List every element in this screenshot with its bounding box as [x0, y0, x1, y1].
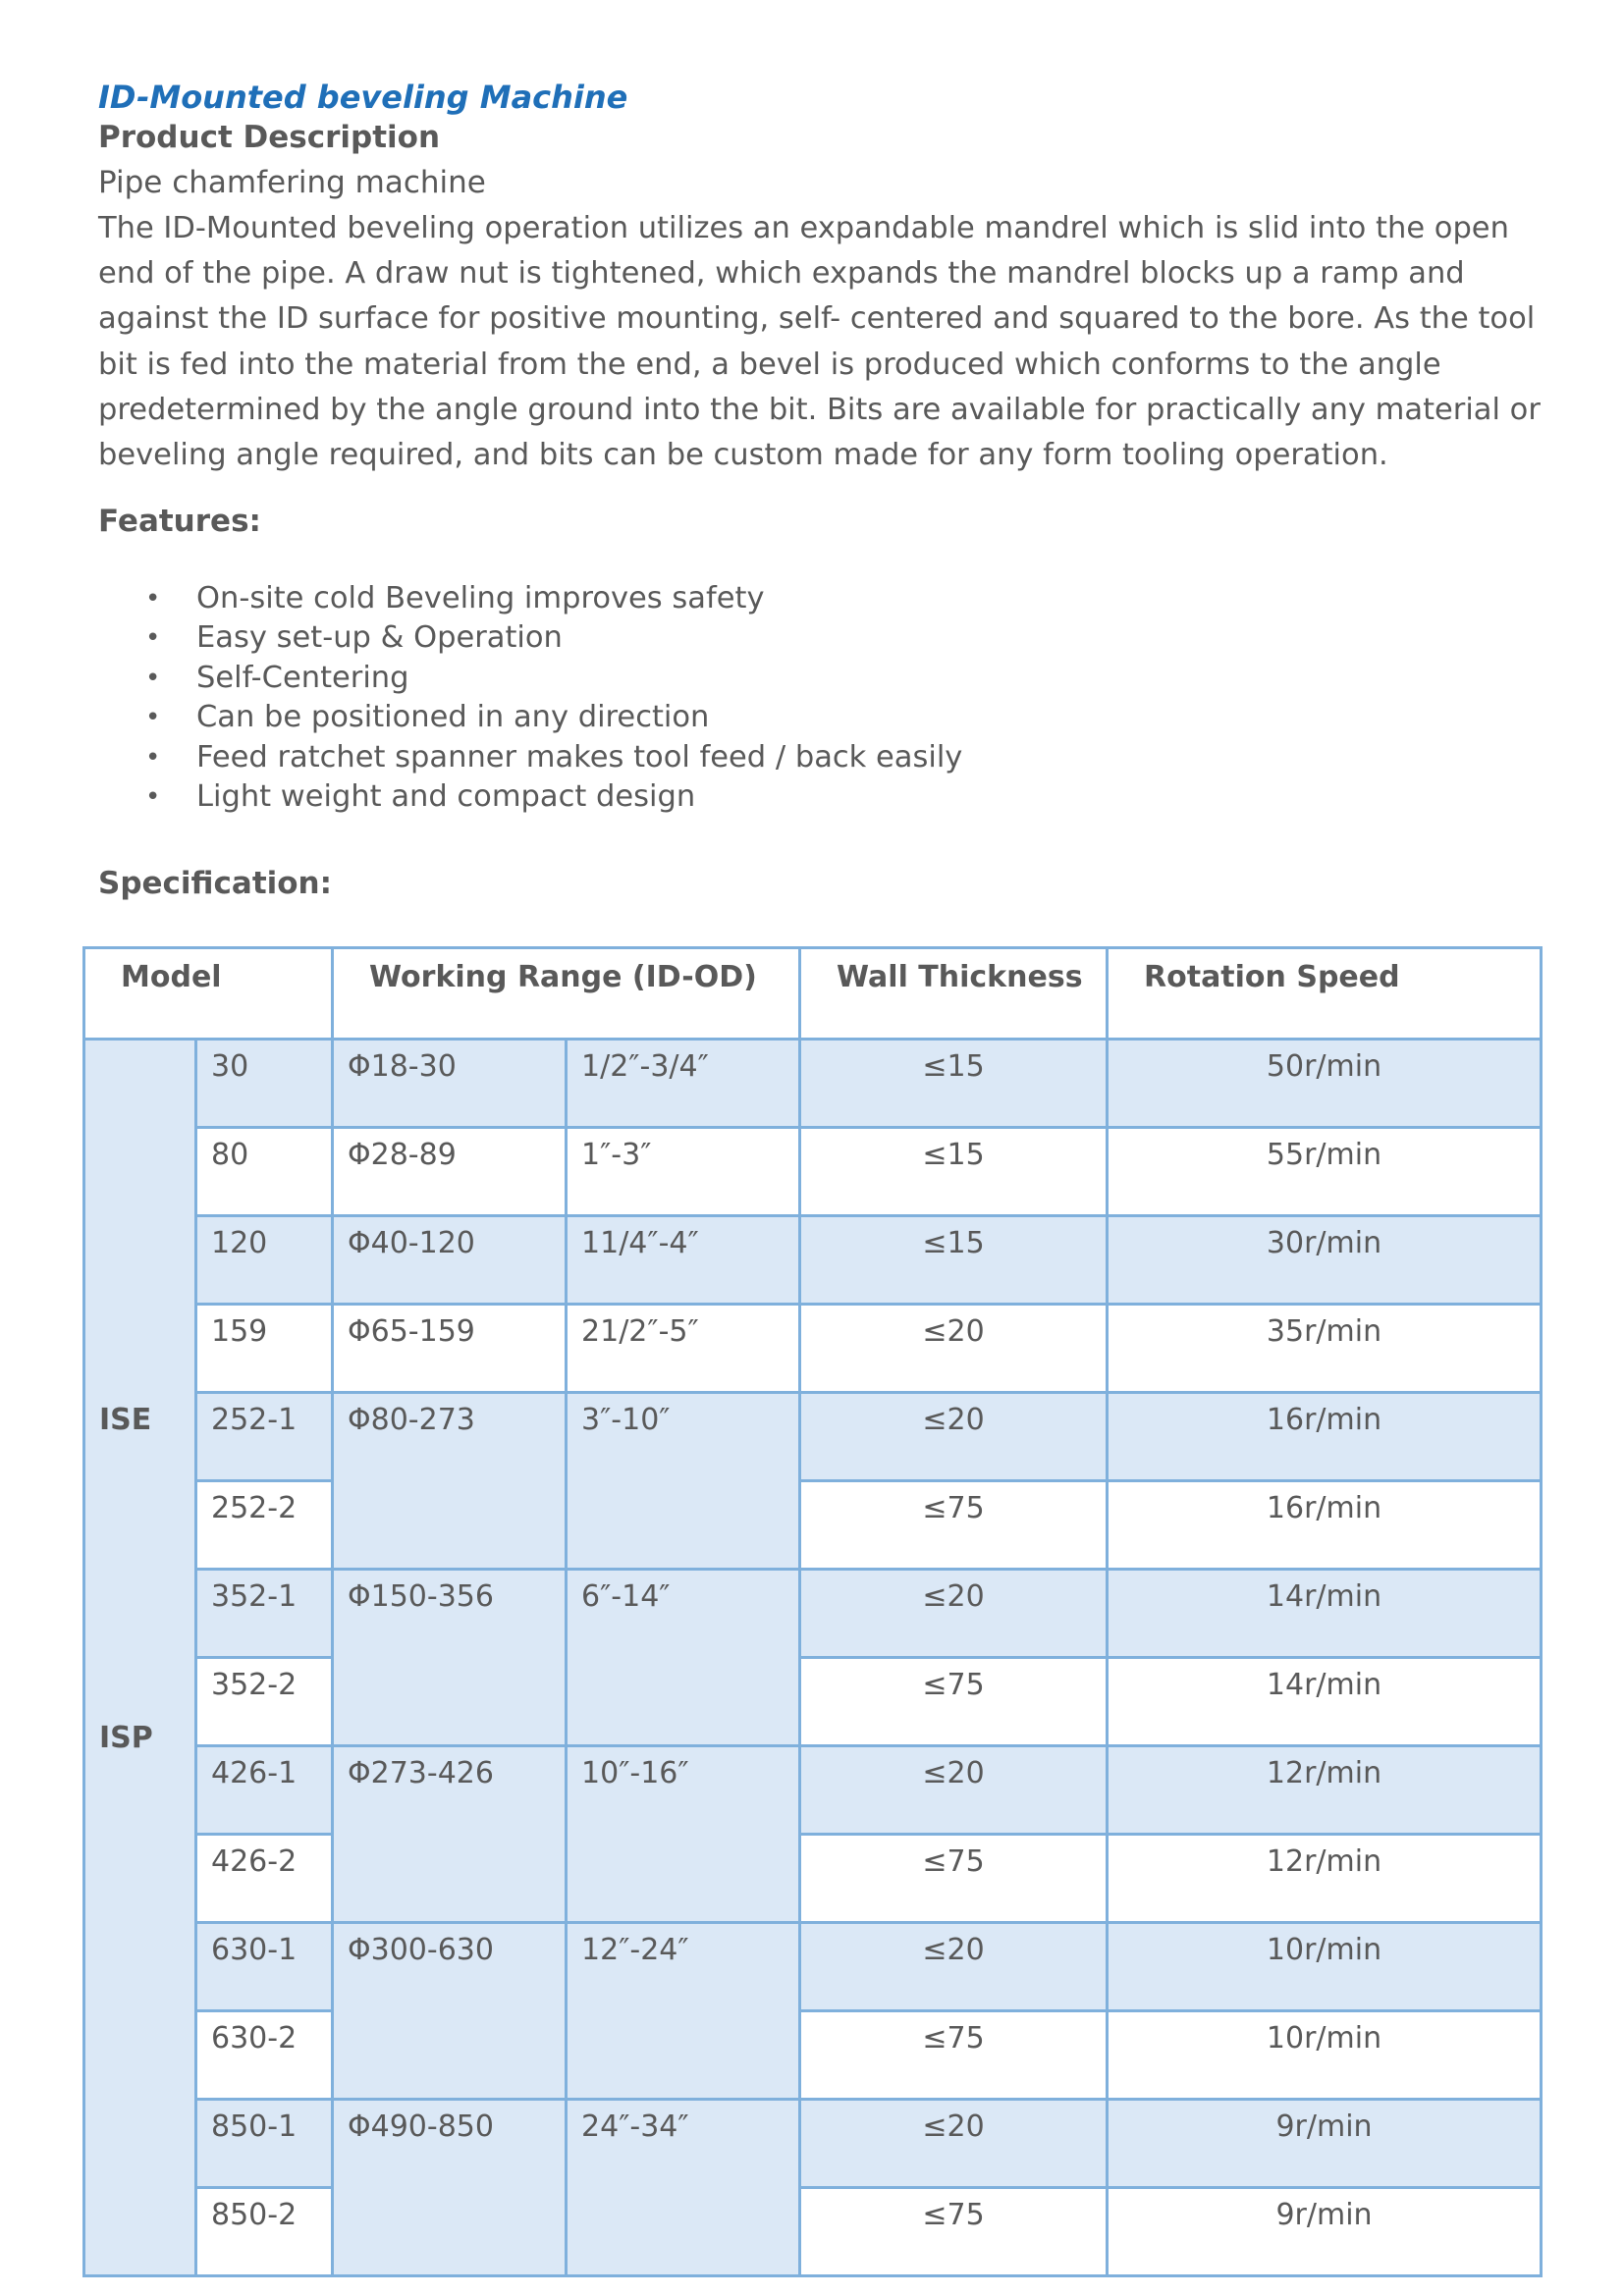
range-in-cell: 11/4″-4″: [567, 1216, 800, 1305]
feature-text: Can be positioned in any direction: [196, 700, 710, 735]
wall-cell: ≤20: [800, 1923, 1108, 2011]
speed-cell: 12r/min: [1108, 1746, 1542, 1835]
table-row: [84, 1216, 1542, 1305]
table-row: [84, 2100, 1542, 2188]
wall-cell: ≤75: [800, 1835, 1108, 1923]
header-model: Model: [84, 948, 333, 1040]
table-row: [84, 2188, 1542, 2276]
speed-cell: 14r/min: [1108, 1570, 1542, 1658]
document-title: ID-Mounted beveling Machine: [98, 79, 628, 116]
range-in-cell: 10″-16″: [567, 1746, 800, 1923]
speed-cell: 55r/min: [1108, 1128, 1542, 1216]
range-mm-cell: Φ28-89: [333, 1128, 567, 1216]
feature-item: [98, 659, 962, 698]
table-row: [84, 1040, 1542, 1128]
wall-cell: ≤75: [800, 1658, 1108, 1746]
range-mm-cell: Φ80-273: [333, 1393, 567, 1570]
model-cell: 120: [196, 1216, 333, 1305]
speed-cell: 10r/min: [1108, 2011, 1542, 2100]
group-label-ise: ISE: [99, 1403, 152, 1437]
header-wall-thickness: Wall Thickness: [800, 948, 1108, 1040]
features-heading: Features:: [98, 504, 261, 539]
feature-text: Easy set-up & Operation: [196, 620, 563, 656]
model-cell: 80: [196, 1128, 333, 1216]
table-row: [84, 1835, 1542, 1923]
wall-cell: ≤75: [800, 1481, 1108, 1570]
range-mm-cell: Φ18-30: [333, 1040, 567, 1128]
table-row: [84, 1658, 1542, 1746]
model-cell: 252-1: [196, 1393, 333, 1481]
wall-cell: ≤20: [800, 1393, 1108, 1481]
header-working-range: Working Range (ID-OD): [333, 948, 800, 1040]
features-list: [98, 579, 962, 817]
speed-cell: 35r/min: [1108, 1305, 1542, 1393]
range-in-cell: 6″-14″: [567, 1570, 800, 1746]
bullet-icon: •: [145, 703, 161, 733]
wall-cell: ≤20: [800, 1570, 1108, 1658]
model-cell: 159: [196, 1305, 333, 1393]
specification-heading: Specification:: [98, 866, 333, 901]
bullet-icon: •: [145, 623, 161, 654]
range-in-cell: 1/2″-3/4″: [567, 1040, 800, 1128]
range-mm-cell: Φ273-426: [333, 1746, 567, 1923]
feature-item: [98, 579, 962, 618]
wall-cell: ≤15: [800, 1128, 1108, 1216]
range-in-cell: 21/2″-5″: [567, 1305, 800, 1393]
model-cell: 426-1: [196, 1746, 333, 1835]
wall-cell: ≤20: [800, 1746, 1108, 1835]
range-mm-cell: Φ300-630: [333, 1923, 567, 2100]
table-row: [84, 1393, 1542, 1481]
wall-cell: ≤15: [800, 1216, 1108, 1305]
wall-cell: ≤15: [800, 1040, 1108, 1128]
speed-cell: 14r/min: [1108, 1658, 1542, 1746]
range-mm-cell: Φ40-120: [333, 1216, 567, 1305]
model-cell: 850-2: [196, 2188, 333, 2276]
wall-cell: ≤20: [800, 1305, 1108, 1393]
table-row: [84, 1305, 1542, 1393]
wall-cell: ≤75: [800, 2011, 1108, 2100]
feature-item: [98, 777, 962, 817]
product-description-paragraph: The ID-Mounted beveling operation utilizes an expandable mandrel which is slid into the open end of the pipe. A draw nut is tightened, which expands the mandrel blocks up a ramp and against the ID surface for positive mounting, self- centered and squared to the bore. As the tool bit is fed into the material from the end, a bevel is produced which conforms to the angle predetermined by the angle ground into the bit. Bits are available for practically any material or beveling angle required, and bits can be custom made for any form tooling operation.: [98, 211, 1541, 473]
range-in-cell: 1″-3″: [567, 1128, 800, 1216]
wall-cell: ≤75: [800, 2188, 1108, 2276]
model-cell: 252-2: [196, 1481, 333, 1570]
range-in-cell: 12″-24″: [567, 1923, 800, 2100]
range-in-cell: 3″-10″: [567, 1393, 800, 1570]
feature-item: [98, 738, 962, 777]
header-rotation-speed: Rotation Speed: [1108, 948, 1542, 1040]
speed-cell: 12r/min: [1108, 1835, 1542, 1923]
table-row: [84, 1570, 1542, 1658]
table-row: [84, 1923, 1542, 2011]
model-cell: 426-2: [196, 1835, 333, 1923]
range-in-cell: 24″-34″: [567, 2100, 800, 2276]
model-cell: 30: [196, 1040, 333, 1128]
bullet-icon: •: [145, 781, 161, 812]
range-mm-cell: Φ65-159: [333, 1305, 567, 1393]
feature-text: Feed ratchet spanner makes tool feed / back easily: [196, 739, 963, 774]
feature-text: Self-Centering: [196, 660, 409, 695]
group-label-isp: ISP: [99, 1721, 153, 1755]
range-mm-cell: Φ490-850: [333, 2100, 567, 2276]
bullet-icon: •: [145, 742, 161, 773]
table-header-row: [84, 948, 1542, 1040]
table-row: [84, 1481, 1542, 1570]
model-cell: 850-1: [196, 2100, 333, 2188]
bullet-icon: •: [145, 663, 161, 693]
feature-item: [98, 698, 962, 737]
speed-cell: 10r/min: [1108, 1923, 1542, 2011]
table-row: [84, 2011, 1542, 2100]
feature-text: Light weight and compact design: [196, 778, 696, 814]
speed-cell: 9r/min: [1108, 2188, 1542, 2276]
speed-cell: 50r/min: [1108, 1040, 1542, 1128]
wall-cell: ≤20: [800, 2100, 1108, 2188]
speed-cell: 30r/min: [1108, 1216, 1542, 1305]
model-group-cell: [84, 1040, 196, 2276]
speed-cell: 16r/min: [1108, 1481, 1542, 1570]
speed-cell: 16r/min: [1108, 1393, 1542, 1481]
specification-table: [82, 946, 1543, 2277]
model-cell: 630-1: [196, 1923, 333, 2011]
speed-cell: 9r/min: [1108, 2100, 1542, 2188]
bullet-icon: •: [145, 584, 161, 614]
model-cell: 352-1: [196, 1570, 333, 1658]
model-cell: 352-2: [196, 1658, 333, 1746]
range-mm-cell: Φ150-356: [333, 1570, 567, 1746]
table-row: [84, 1746, 1542, 1835]
product-description-heading: Product Description: [98, 120, 441, 155]
feature-item: [98, 618, 962, 658]
model-cell: 630-2: [196, 2011, 333, 2100]
product-type: Pipe chamfering machine: [98, 165, 486, 200]
table-row: [84, 1128, 1542, 1216]
feature-text: On-site cold Beveling improves safety: [196, 581, 765, 615]
